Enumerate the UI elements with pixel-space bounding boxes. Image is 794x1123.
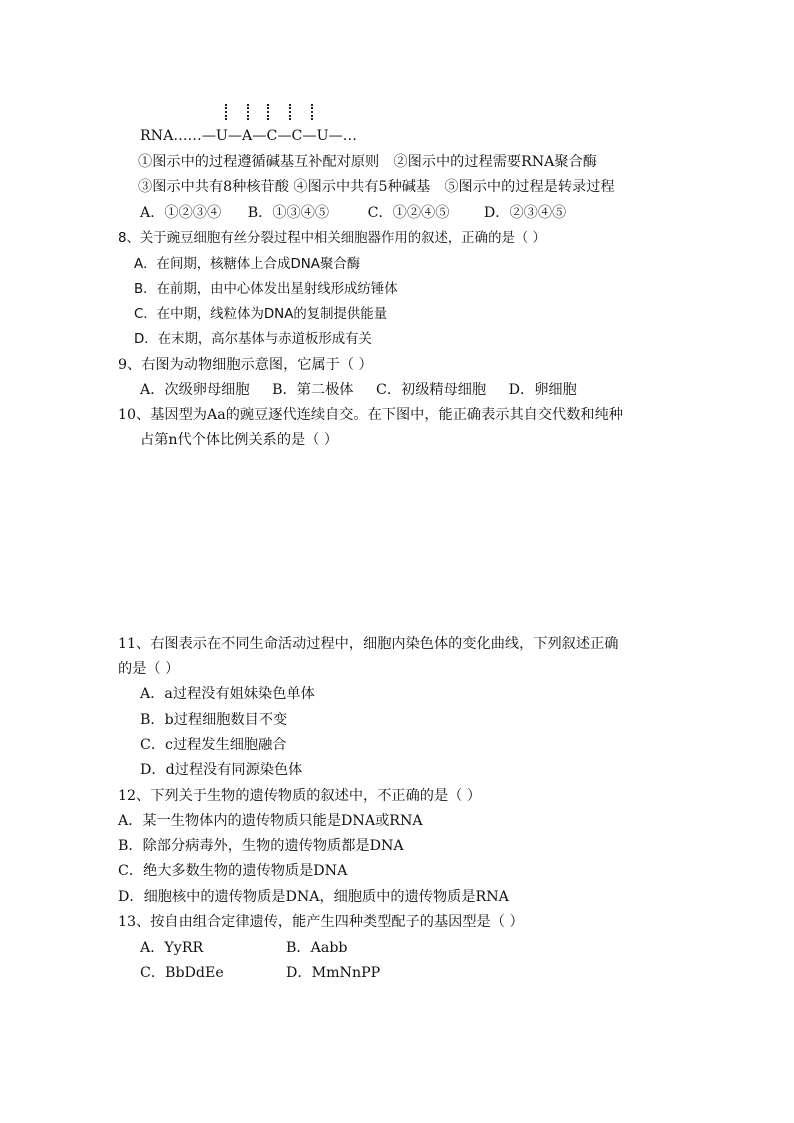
rna-strand: RNA……—U—A—C—C—U—… [140, 128, 357, 144]
q7-option-b[interactable]: B．①③④⑤ [247, 205, 330, 221]
q13-options-row-2 [140, 963, 380, 983]
q7-option-d[interactable]: D．②③④⑤ [483, 205, 567, 221]
q10-stem-line-2: 占第n代个体比例关系的是（ ） [140, 432, 339, 448]
q11-option-a[interactable]: A．a过程没有姐妹染色单体 [140, 686, 315, 702]
q13-option-b[interactable]: B．Aabb [286, 940, 348, 956]
q9-option-c[interactable]: C．初级精母细胞 [375, 382, 487, 398]
q13-stem: 13、按自由组合定律遗传，能产生四种类型配子的基因型是（ ） [118, 914, 524, 930]
q11-stem-line-1: 11、右图表示在不同生命活动过程中，细胞内染色体的变化曲线，下列叙述正确 [118, 636, 619, 652]
base-pair-dotted-lines [221, 104, 321, 120]
base-pair-tick [225, 104, 227, 120]
q9-option-b[interactable]: B．第二极体 [272, 382, 354, 398]
q9-option-d[interactable]: D．卵细胞 [508, 382, 577, 398]
q13-option-c[interactable]: C．BbDdEe [140, 965, 224, 981]
q9-options [140, 380, 577, 400]
q10-stem-line-1: 10、基因型为Aa的豌豆逐代连续自交。在下图中，能正确表示其自交代数和纯种 [118, 407, 623, 423]
base-pair-tick [247, 104, 249, 120]
q7-statement-line-1: ①图示中的过程遵循碱基互补配对原则 ②图示中的过程需要RNA聚合酶 [138, 154, 597, 170]
q13-options-row-1 [140, 938, 347, 958]
q12-option-d[interactable]: D．细胞核中的遗传物质是DNA，细胞质中的遗传物质是RNA [118, 889, 509, 905]
q11-option-c[interactable]: C．c过程发生细胞融合 [140, 737, 287, 753]
base-pair-tick [289, 104, 291, 120]
q12-option-c[interactable]: C．绝大多数生物的遗传物质是DNA [118, 863, 348, 879]
q7-option-a[interactable]: A．①②③④ [140, 205, 222, 221]
q9-option-a[interactable]: A．次级卵母细胞 [140, 382, 250, 398]
q8-option-a[interactable]: A．在间期，核糖体上合成DNA聚合酶 [134, 257, 361, 272]
q12-option-a[interactable]: A．某一生物体内的遗传物质只能是DNA或RNA [118, 813, 423, 829]
base-pair-tick [311, 104, 313, 120]
q11-option-b[interactable]: B．b过程细胞数目不变 [140, 712, 288, 728]
q12-option-b[interactable]: B．除部分病毒外，生物的遗传物质都是DNA [118, 838, 404, 854]
base-pair-tick [267, 104, 269, 120]
q12-stem: 12、下列关于生物的遗传物质的叙述中，不正确的是（ ） [118, 788, 482, 804]
q7-option-c[interactable]: C．①②④⑤ [367, 205, 450, 221]
q8-option-c[interactable]: C．在中期，线粒体为DNA的复制提供能量 [134, 307, 388, 322]
q8-option-b[interactable]: B．在前期，由中心体发出星射线形成纺锤体 [134, 282, 398, 297]
q8-option-d[interactable]: D．在末期，高尔基体与赤道板形成有关 [134, 332, 372, 347]
q8-stem: 8、关于豌豆细胞有丝分裂过程中相关细胞器作用的叙述，正确的是（ ） [118, 231, 546, 246]
q11-option-d[interactable]: D．d过程没有同源染色体 [140, 762, 303, 778]
q11-stem-line-2: 的是（ ） [118, 661, 180, 677]
q7-statement-line-2: ③图示中共有8种核苷酸 ④图示中共有5种碱基 ⑤图示中的过程是转录过程 [138, 179, 615, 195]
q13-option-a[interactable]: A．YyRR [140, 940, 204, 956]
q7-options [140, 203, 566, 223]
q13-option-d[interactable]: D．MmNnPP [286, 965, 381, 981]
q9-stem: 9、右图为动物细胞示意图，它属于（ ） [118, 357, 373, 373]
